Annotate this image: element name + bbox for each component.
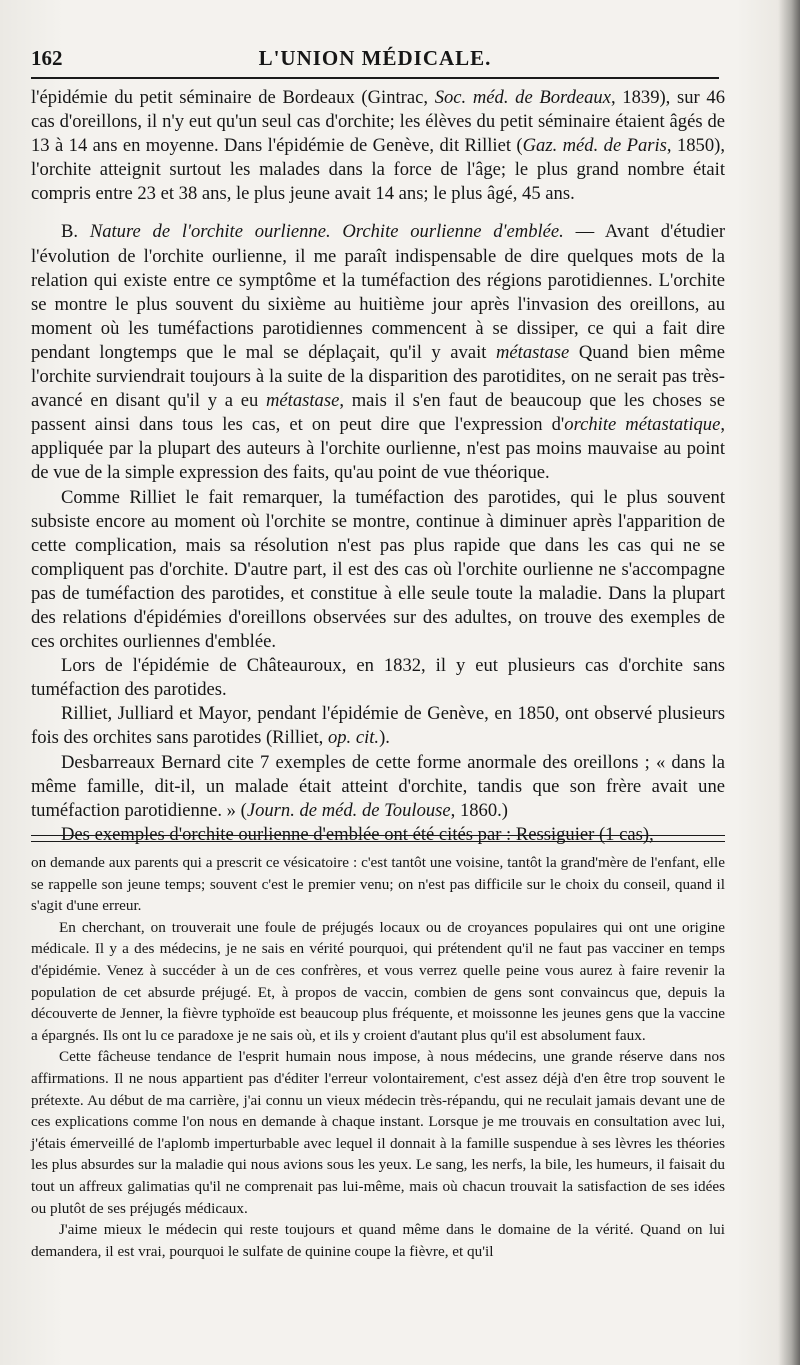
citation-italic: Gaz. méd. de Paris — [522, 135, 667, 157]
footnote-text — [31, 852, 725, 1262]
footnote-divider — [31, 835, 725, 836]
footnote-paragraph: Cette fâcheuse tendance de l'esprit humain nous impose, à nous médecins, une grande réserve dans nos affirmations. Il ne nous appartient pas d'éditer l'erreur volontairement, c'est assez déjà d'en être trop souvent le prétexte. Au début de ma carrière, j'ai connu un vieux médecin très-répandu, qui ne reculait jamais devant une de ces explications comme l'on nous en demande à chaque instant. Lorsque je me trouvais en consultation avec lui, j'étais émerveillé de l'aplomb imperturbable avec lequel il donnait à la famille suspendue à ses lèvres les théories les plus absurdes sur la maladie qui nous avions sous les yeux. Le sang, les nerfs, la bile, les humeurs, il faisait du tout un affreux galimatias qu'il ne comprenait pas lui-même, mais où chacun trouvait la satisfaction de ses idées ou plutôt de ses préjugés médicaux. — [31, 1048, 725, 1217]
citation-italic: op. cit. — [327, 727, 380, 749]
footnote-paragraph: J'aime mieux le médecin qui reste toujours et quand même dans le domaine de la vérité. Quand on lui demandera, il est vrai, pourquoi le sulfate de quinine coupe la fièvre, et qu'il — [31, 1221, 725, 1260]
term-italic: orchite métastatique — [564, 414, 721, 436]
citation-italic: Journ. de méd. de Toulouse — [246, 799, 451, 821]
paragraph-3: Comme Rilliet le fait remarquer, la tuméfaction des parotides, qui le plus souvent subsiste encore au moment où l'orchite se montre, continue à diminuer après l'apparition de cette complication, mais sa résolution n'est pas plus rapide que dans les cas qui ne se compliquent pas d'orchite. D'autre part, il est des cas où l'orchite ourlienne ne s'accompagne pas de tuméfaction des parotides, et constitue à elle seule toute la maladie. Dans la plupart des relations d'épidémies d'oreillons observées sur des adultes, on trouve des exemples de ces orchites ourliennes d'emblée. — [31, 486, 725, 653]
paragraph-1: l'épidémie du petit séminaire de Bordeaux (Gintrac, Soc. méd. de Bordeaux, 1839), sur 46 cas d'oreillons, il n'y eut qu'un seul cas d'orchite; les élèves du petit séminaire étaient âgés de 13 à 14 ans en moyenne. Dans l'épidémie de Genève, dit Rilliet (Gaz. méd. de Paris, 1850), l'orchite atteignit surtout les malades dans la force de l'âge; le plus grand nombre était compris entre 23 et 38 ans, le plus jeune avait 14 ans; le plus âgé, 45 ans. — [31, 87, 725, 205]
paragraph-7: Des exemples d'orchite ourlienne d'emblée ont été cités par : Ressiguier (1 cas), — [61, 823, 654, 845]
section-heading-italic: Nature de l'orchite ourlienne. Orchite ourlienne d'emblée. — [89, 221, 564, 243]
page-number: 162 — [31, 46, 63, 70]
footnote-paragraph: on demande aux parents qui a prescrit ce vésicatoire : c'est tantôt une voisine, tantôt la grand'mère de l'enfant, elle se rappelle son jeune temps; souvent c'est le premier venu; on n'est pas difficile sur le choix du conseil, quand il s'agit d'une erreur. — [31, 854, 725, 915]
paragraph-section-b: B. Nature de l'orchite ourlienne. Orchite ourlienne d'emblée. — Avant d'étudier l'évolution de l'orchite ourlienne, il me paraît indispensable de dire quelques mots de la relation qui existe entre ce symptôme et la tuméfaction des régions parotidiennes. L'orchite se montre le plus souvent du sixième au huitième jour après l'invasion des oreillons, au moment où les tuméfactions parotidiennes commencent à se dissiper, ce qui a fait dire pendant longtemps que le mal se déplaçait, qu'il y avait métastase Quand bien même l'orchite surviendrait toujours à la suite de la disparition des parotidites, on ne serait pas très-avancé en disant qu'il y a eu métastase, mais il s'en faut de beaucoup que les choses se passent ainsi dans tous les cas, et on peut dire que l'expression d'orchite métastatique, appliquée par la plupart des auteurs à l'orchite ourlienne, n'est pas moins mauvaise au point de vue de la simple expression des faits, qu'au point de vue théorique. — [31, 221, 726, 484]
footnote-divider — [31, 841, 725, 842]
page-header — [31, 42, 719, 72]
paragraph-4: Lors de l'épidémie de Châteauroux, en 1832, il y eut plusieurs cas d'orchite sans tuméfaction des parotides. — [31, 655, 725, 701]
main-text — [31, 86, 725, 847]
term-italic: métastase — [495, 341, 570, 363]
header-rule — [31, 77, 719, 79]
term-italic: métastase — [265, 390, 340, 412]
paragraph-6: Desbarreaux Bernard cite 7 exemples de cette forme anormale des oreillons ; « dans la même famille, dit-il, un malade était atteint d'orchite, tandis que son frère avait une tuméfaction parotidienne. » (Journ. de méd. de Toulouse, 1860.) — [31, 751, 725, 821]
footnote-paragraph: En cherchant, on trouverait une foule de préjugés locaux ou de croyances populaires qui ont une origine médicale. Il y a des médecins, je ne sais en vérité pourquoi, qui prétendent qu'il ne faut pas vacciner en temps d'épidémie. Venez à succéder à un de ces confrères, et vous verrez quelle peine vous aurez à faire revenir la population de cet absurde préjugé. Et, à propos de vaccin, combien de gens sont convaincus que, depuis la découverte de Jenner, la fièvre typhoïde est beaucoup plus fréquente, et moissonne les jeunes gens que la vaccine a épargnés. Ils ont lu ce paradoxe je ne sais où, et ils y croient d'autant plus qu'il est absolument faux. — [31, 918, 725, 1044]
page-edge-shadow — [778, 0, 800, 1365]
running-head: L'UNION MÉDICALE. — [258, 46, 492, 70]
citation-italic: Soc. méd. de Bordeaux — [434, 87, 611, 108]
paragraph-5: Rilliet, Julliard et Mayor, pendant l'épidémie de Genève, en 1850, ont observé plusieurs fois des orchites sans parotides (Rilliet, op. cit.). — [31, 703, 725, 749]
